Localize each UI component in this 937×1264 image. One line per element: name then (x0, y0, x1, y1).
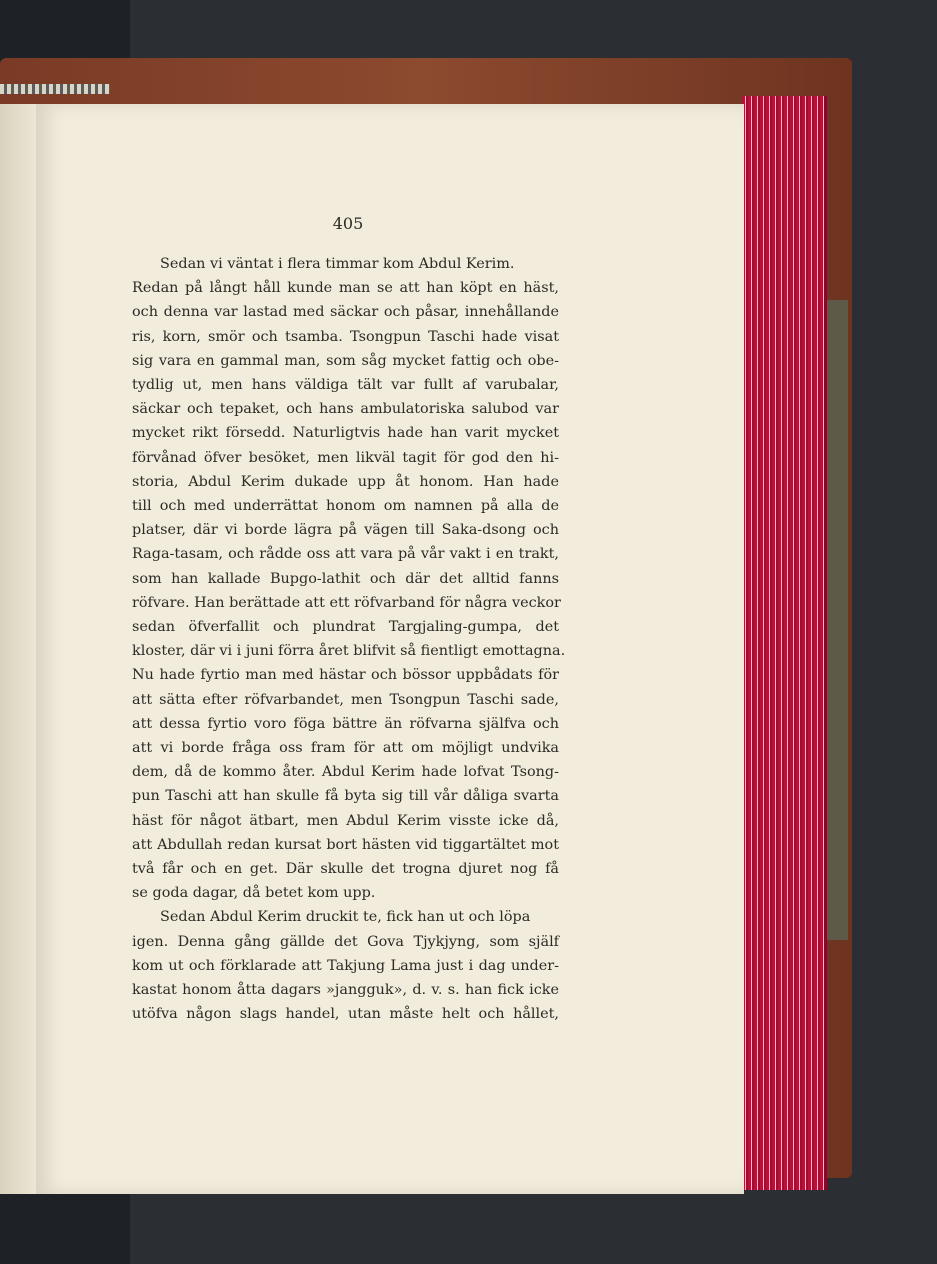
text-line: kloster, där vi i juni förra året blifvit så fientligt emottagna. (132, 643, 566, 660)
body-text (132, 252, 566, 1027)
left-page-edge (0, 104, 41, 1194)
text-line: Sedan vi väntat i flera timmar kom Abdul Kerim. (160, 256, 515, 272)
text-line: förvånad öfver besöket, men likväl tagit för god den hi- (132, 449, 559, 466)
text-line: kastat honom åtta dagars »jangguk», d. v. s. han fick icke (132, 982, 559, 999)
text-line: kom ut och förklarade att Takjung Lama just i dag under- (132, 957, 559, 974)
cover-edge-strip (0, 84, 110, 94)
text-line: storia, Abdul Kerim dukade upp åt honom. Han hade (132, 473, 559, 490)
text-line: att dessa fyrtio voro föga bättre än röfvarna själfva och (132, 715, 559, 732)
text-line: Nu hade fyrtio man med hästar och bössor uppbådats för (132, 667, 559, 684)
text-line: utöfva någon slags handel, utan måste helt och hållet, (132, 1006, 559, 1023)
text-line: Sedan Abdul Kerim druckit te, fick han ut och löpa (160, 909, 531, 926)
text-line: dem, då de kommo åter. Abdul Kerim hade lofvat Tsong- (132, 764, 559, 781)
text-line: sig vara en gammal man, som såg mycket fattig och obe- (132, 352, 559, 369)
text-line: röfvare. Han berättade att ett röfvarband för några veckor (132, 594, 561, 611)
text-line: se goda dagar, då betet kom upp. (132, 885, 376, 902)
text-line: och denna var lastad med säckar och påsar, innehållande (132, 304, 559, 321)
text-line: till och med underrättat honom om namnen på alla de (132, 498, 559, 515)
page-edges-red (742, 96, 827, 1190)
text-line: att vi borde fråga oss fram för att om möjligt undvika (132, 740, 559, 757)
text-line: Redan på långt håll kunde man se att han köpt en häst, (132, 280, 559, 297)
text-line: Raga-tasam, och rådde oss att vara på vår vakt i en trakt, (132, 546, 559, 563)
text-line: sedan öfverfallit och plundrat Targjaling-gumpa, det (132, 619, 559, 636)
book-page (36, 104, 744, 1194)
text-line: ris, korn, smör och tsamba. Tsongpun Taschi hade visat (132, 328, 559, 345)
text-line: pun Taschi att han skulle få byta sig till vår dåliga svarta (132, 788, 559, 805)
text-line: säckar och tepaket, och hans ambulatoriska salubod var (132, 401, 559, 418)
text-line: platser, där vi borde lägra på vägen till Saka-dsong och (132, 522, 559, 539)
text-line: häst för något ätbart, men Abdul Kerim visste icke då, (132, 812, 559, 829)
text-line: igen. Denna gång gällde det Gova Tjykjyng, som själf (132, 933, 559, 950)
text-line: tydlig ut, men hans väldiga tält var fullt af varubalar, (132, 377, 559, 394)
page-number: 405 (332, 214, 364, 233)
text-line: som han kallade Bupgo-lathit och där det alltid fanns (132, 570, 559, 587)
text-line: att Abdullah redan kursat bort hästen vid tiggartältet mot (132, 836, 559, 853)
text-line: två får och en get. Där skulle det trogna djuret nog få (132, 861, 559, 878)
text-line: mycket rikt försedd. Naturligtvis hade han varit mycket (132, 425, 559, 442)
text-line: att sätta efter röfvarbandet, men Tsongpun Taschi sade, (132, 691, 559, 708)
